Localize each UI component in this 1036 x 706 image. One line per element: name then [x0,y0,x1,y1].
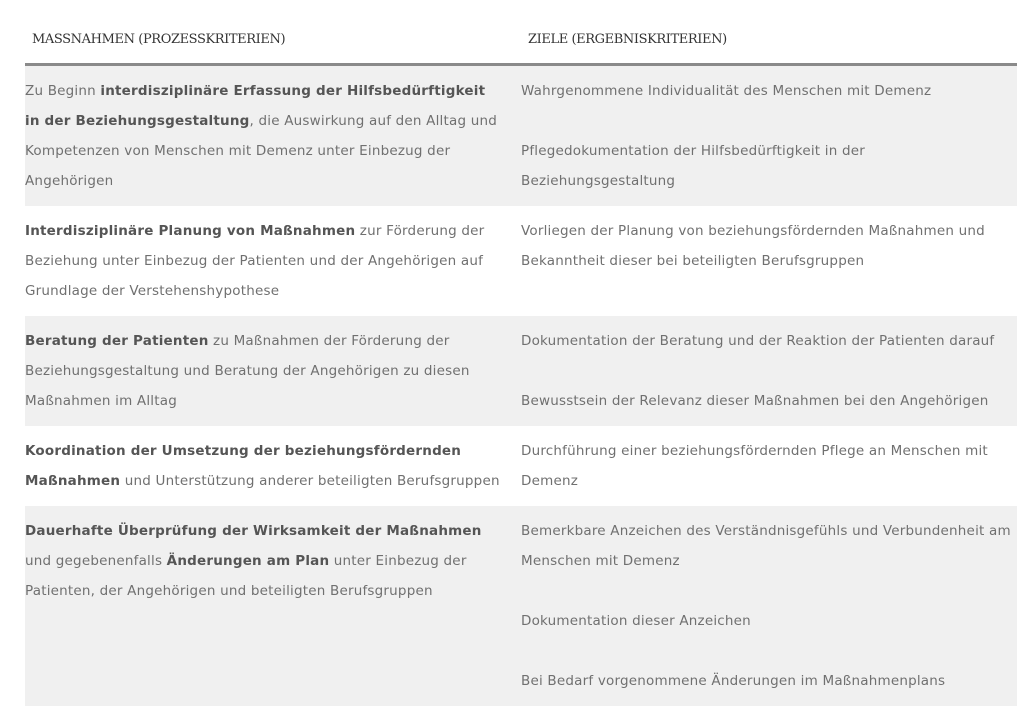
table-row [25,206,1017,316]
table-header [25,0,1017,66]
measure-text-bold: Beratung der Patienten [25,333,209,349]
measure-text-bold: Änderungen am Plan [166,553,330,569]
measure-text: zur Förderung der Beziehung unter Einbezug der Patienten und der Angehörigen auf Grundlage der Verstehenshypothese [25,223,485,299]
measure-text: , die Auswirkung auf den Alltag und Kompetenzen von Menschen mit Demenz unter Einbezug der Angehörigen [25,113,498,189]
goal-cell [511,326,1017,416]
header-goals: ZIELE (ERGEBNISKRITERIEN) [528,32,727,47]
measure-text-bold: Interdisziplinäre Planung von Maßnahmen [25,223,356,239]
measure-text-bold: Dauerhafte Überprüfung der Wirksamkeit der Maßnahmen [25,523,482,539]
measure-cell [25,76,511,196]
criteria-table [25,0,1017,706]
measure-text: und Unterstützung anderer beteiligten Berufsgruppen [120,473,500,489]
header-measures: MASSNAHMEN (PROZESSKRITERIEN) [32,32,286,47]
table-row [25,506,1017,706]
goal-item: Dokumentation der Beratung und der Reaktion der Patienten darauf [521,333,995,349]
measure-cell [25,216,511,306]
measure-text: und gegebenenfalls [25,553,167,569]
measure-cell [25,516,511,696]
goal-cell [511,516,1017,696]
measure-cell [25,436,511,496]
table-row [25,316,1017,426]
goal-cell [511,436,1017,496]
measure-cell [25,326,511,416]
goal-item: Pflegedokumentation der Hilfsbedürftigkeit in der Beziehungsgestaltung [521,143,865,189]
measure-text-bold: interdisziplinäre Erfassung der Hilfsbedürftigkeit in der Beziehungsgestaltung [25,83,486,129]
measure-text: unter Einbezug der Patienten, der Angehörigen und beteiligten Berufsgruppen [25,553,467,599]
goal-item: Vorliegen der Planung von beziehungsfördernden Maßnahmen und Bekanntheit dieser bei beteiligten Berufsgruppen [521,223,985,269]
measure-text: Zu Beginn [25,83,101,99]
goal-item: Bemerkbare Anzeichen des Verständnisgefühls und Verbundenheit am Menschen mit Demenz [521,523,1011,569]
measure-text-bold: Koordination der Umsetzung der beziehungsfördernden Maßnahmen [25,443,462,489]
measure-text: zu Maßnahmen der Förderung der Beziehungsgestaltung und Beratung der Angehörigen zu diesen Maßnahmen im Alltag [25,333,470,409]
table-row [25,66,1017,206]
goal-item: Dokumentation dieser Anzeichen [521,613,751,629]
table-row [25,426,1017,506]
goal-cell [511,76,1017,196]
goal-cell [511,216,1017,306]
goal-item: Bewusstsein der Relevanz dieser Maßnahmen bei den Angehörigen [521,393,989,409]
goal-item: Bei Bedarf vorgenommene Änderungen im Maßnahmenplans [521,673,946,689]
goal-item: Durchführung einer beziehungsfördernden Pflege an Menschen mit Demenz [521,443,988,489]
goal-item: Wahrgenommene Individualität des Menschen mit Demenz [521,83,932,99]
